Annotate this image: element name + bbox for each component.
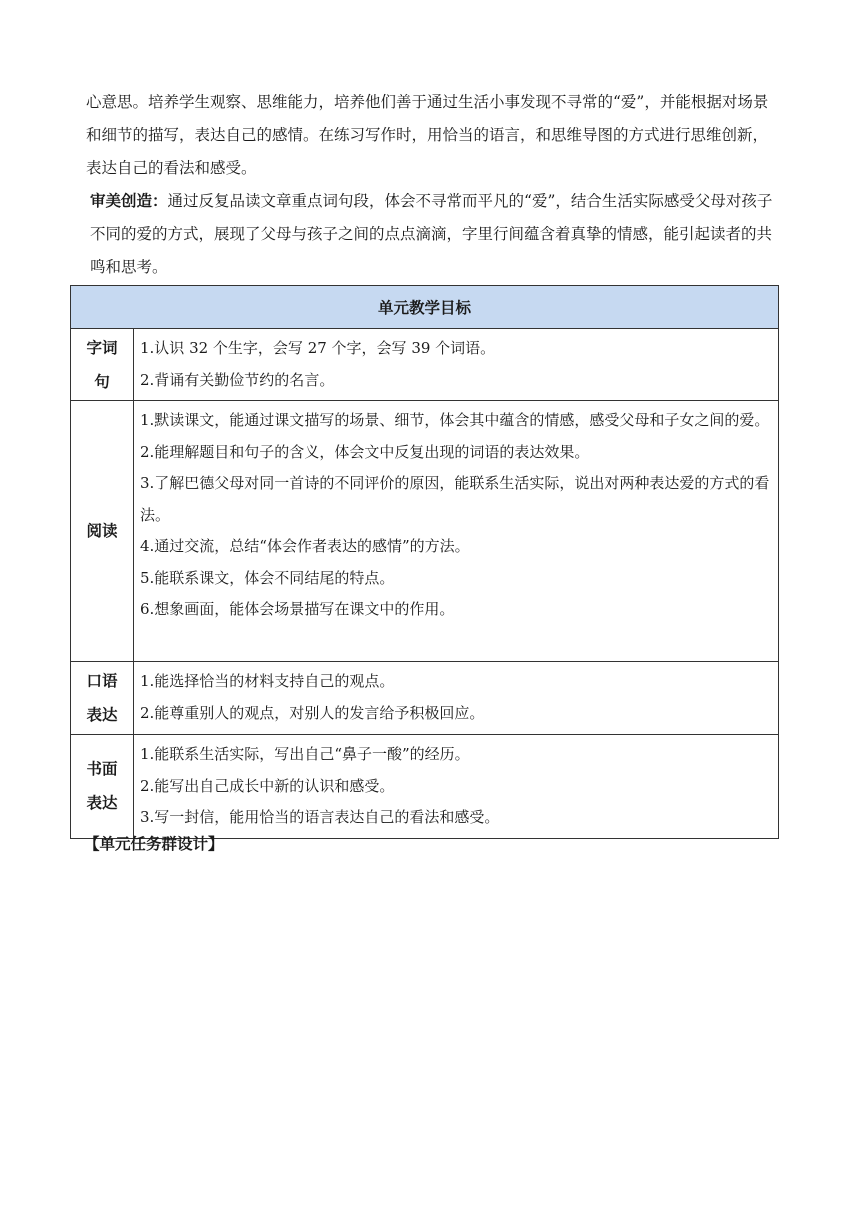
list-item: 1.默读课文，能通过课文描写的场景、细节，体会其中蕴含的情感，感受父母和子女之间的爱。 <box>140 411 770 429</box>
intro-paragraph-2 <box>86 185 780 284</box>
list-item: 3.了解巴德父母对同一首诗的不同评价的原因，能联系生活实际，说出对两种表达爱的方式的看法。 <box>140 474 770 524</box>
table-row <box>71 662 779 735</box>
section-title: 【单元任务群设计】 <box>84 835 224 853</box>
category-cell: 阅读 <box>71 401 134 662</box>
table-header: 单元教学目标 <box>71 286 779 329</box>
list-item: 1.认识 32 个生字，会写 27 个字，会写 39 个词语。 <box>140 339 496 357</box>
table-row <box>71 735 779 839</box>
list-item: 4.通过交流，总结“体会作者表达的感情”的方法。 <box>140 537 470 555</box>
list-item: 2.能理解题目和句子的含义，体会文中反复出现的词语的表达效果。 <box>140 442 590 461</box>
list-item: 5.能联系课文，体会不同结尾的特点。 <box>140 568 395 587</box>
list-item: 1.能联系生活实际，写出自己“鼻子一酸”的经历。 <box>140 745 470 763</box>
unit-goals-table <box>70 285 779 839</box>
items-cell <box>134 329 779 401</box>
list-item: 2.能写出自己成长中新的认识和感受。 <box>140 776 395 795</box>
items-cell <box>134 662 779 735</box>
aesthetic-label: 审美创造： <box>90 192 168 210</box>
list-item: 3.写一封信，能用恰当的语言表达自己的看法和感受。 <box>140 808 500 826</box>
category-cell: 书面 表达 <box>71 735 134 839</box>
table-row <box>71 401 779 662</box>
category-cell: 字词 句 <box>71 329 134 401</box>
list-item: 2.背诵有关勤俭节约的名言。 <box>140 370 335 389</box>
items-cell <box>134 735 779 839</box>
intro-paragraph-1: 心意思。培养学生观察、思维能力，培养他们善于通过生活小事发现不寻常的“爱”，并能根据对场景和细节的描写，表达自己的感情。在练习写作时，用恰当的语言，和思维导图的方式进行思维创新，表达自己的看法和感受。 <box>86 93 769 177</box>
category-cell: 口语 表达 <box>71 662 134 735</box>
intro-text <box>86 86 780 284</box>
items-cell <box>134 401 779 662</box>
table-row <box>71 329 779 401</box>
list-item: 2.能尊重别人的观点，对别人的发言给予积极回应。 <box>140 703 485 722</box>
list-item: 6.想象画面，能体会场景描写在课文中的作用。 <box>140 600 455 618</box>
aesthetic-text: 通过反复品读文章重点词句段，体会不寻常而平凡的“爱”，结合生活实际感受父母对孩子不同的爱的方式，展现了父母与孩子之间的点点滴滴，字里行间蕴含着真挚的情感，能引起读者的共鸣和思考。 <box>90 192 773 276</box>
list-item: 1.能选择恰当的材料支持自己的观点。 <box>140 672 395 690</box>
